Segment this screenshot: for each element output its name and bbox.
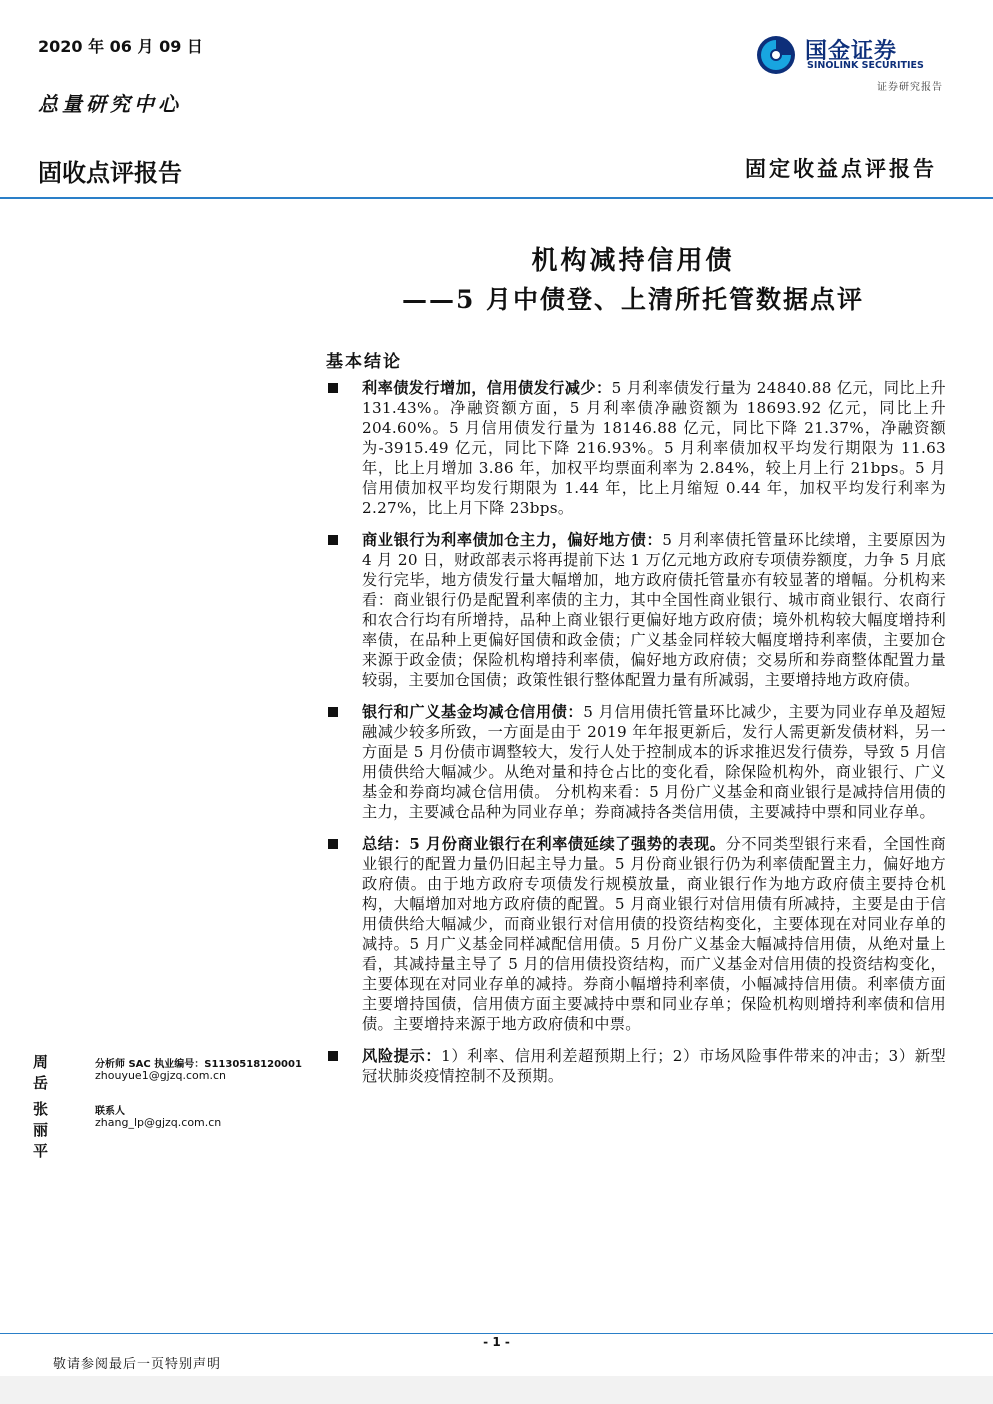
report-subtitle: ——5 月中债登、上清所托管数据点评 <box>401 285 865 314</box>
footer-divider <box>0 1333 993 1334</box>
conclusion-item <box>326 378 946 518</box>
department-name: 总量研究中心 <box>38 92 182 116</box>
analyst-role: 分析师 SAC 执业编号：S1130518120001 <box>95 1059 302 1070</box>
logo-name-en: SINOLINK SECURITIES <box>807 60 924 71</box>
report-title: 机构减持信用债 <box>531 246 735 276</box>
report-type-label: 固收点评报告 <box>38 159 182 187</box>
conclusion-text: 5 月利率债发行量为 24840.88 亿元，同比上升 131.43%。净融资额方面，5 月利率债净融资额为 18693.92 亿元，同比上升 204.60%。5 月信用债发行量为 18146.88 亿元，同比下降 21.37%，净融资额为-3915.49 亿元，同比下降 216.93%。5 月利率债加权平均发行期限为 11.63 年，比上月增加 3.86 年，加权平均票面利率为 2.84%，较上月上行 21bps。5 月信用债加权平均发行期限为 1.44 年，比上月缩短 0.44 年，加权平均发行利率为 2.27%，比上月下降 23bps。 <box>362 379 946 517</box>
conclusion-heading: 商业银行为利率债加仓主力，偏好地方债： <box>362 531 663 549</box>
conclusion-text: 5 月信用债托管量环比减少，主要为同业存单及超短融减少较多所致，一方面是由于 2019 年年报更新后，发行人需更新发债材料，另一方面是 5 月份债市调整较大，发行人处于控制成本的诉求推迟发行债券，导致 5 月信用债供给大幅减少。从绝对量和持仓占比的变化看，除保险机构外，商业银行、广义基金和券商均减仓信用债。 分机构来看：5 月份广义基金和商业银行是减持信用债的主力，主要减仓品种为同业存单；券商减持各类信用债，主要减持中票和同业存单。 <box>362 703 946 821</box>
conclusion-heading: 利率债发行增加，信用债发行减少： <box>362 379 612 397</box>
header-divider <box>0 197 993 199</box>
page-number: - 1 - <box>483 1335 510 1349</box>
square-bullet-icon <box>328 839 338 849</box>
conclusion-item <box>326 1046 946 1086</box>
company-logo <box>755 32 945 92</box>
square-bullet-icon <box>328 383 338 393</box>
logo-name-cn: 国金证券 <box>805 39 898 64</box>
analyst-name: 周岳 <box>33 1053 51 1092</box>
company-logo-icon <box>755 34 797 76</box>
conclusion-heading: 总结：5 月份商业银行在利率债延续了强势的表现。 <box>362 835 726 853</box>
analyst-email: zhouyue1@gjzq.com.cn <box>95 1069 226 1082</box>
conclusion-heading: 银行和广义基金均减仓信用债： <box>362 703 584 721</box>
square-bullet-icon <box>328 1051 338 1061</box>
conclusion-text: 分不同类型银行来看，全国性商业银行的配置力量仍旧起主导力量。5 月份商业银行仍为利率债配置主力，偏好地方政府债。由于地方政府专项债发行规模放量，商业银行作为地方政府债主要持仓机构，大幅增加对地方政府债的配置。5 月商业银行对信用债有所减持，主要是由于信用债供给大幅减少，而商业银行对信用债的投资结构变化，主要体现在对同业存单的减持。5 月广义基金同样减配信用债。5 月份广义基金大幅减持信用债，从绝对量上看，其减持量主导了 5 月的信用债投资结构，而广义基金对信用债的投资结构变化，主要体现在对同业存单的减持。券商小幅增持利率债，小幅减持信用债。利率债方面主要增持国债，信用债方面主要减持中票和同业存单；保险机构则增持利率债和信用债。主要增持来源于地方政府债和中票。 <box>362 835 946 1033</box>
conclusion-item <box>326 702 946 822</box>
report-date: 2020 年 06 月 09 日 <box>38 37 203 56</box>
risk-heading: 风险提示： <box>362 1047 442 1065</box>
analyst-email: zhang_lp@gjzq.com.cn <box>95 1116 222 1129</box>
report-category-label: 固定收益点评报告 <box>745 156 937 181</box>
square-bullet-icon <box>328 707 338 717</box>
conclusion-list <box>326 378 946 1098</box>
analyst-role: 联系人 <box>95 1106 125 1117</box>
analyst-name: 张丽平 <box>33 1100 51 1160</box>
square-bullet-icon <box>328 535 338 545</box>
section-heading: 基本结论 <box>326 352 402 372</box>
conclusion-item <box>326 530 946 690</box>
conclusion-item <box>326 834 946 1034</box>
risk-text: 1）利率、信用利差超预期上行；2）市场风险事件带来的冲击；3）新型冠状肺炎疫情控制不及预期。 <box>362 1047 947 1085</box>
conclusion-text: 5 月利率债托管量环比续增，主要原因为 4 月 20 日，财政部表示将再提前下达 1 万亿元地方政府专项债券额度，力争 5 月底发行完毕，地方债发行量大幅增加，地方政府债托管量亦有较显著的增幅。分机构来看：商业银行仍是配置利率债的主力，其中全国性商业银行、城市商业银行、农商行和农合行均有所增持，品种上商业银行更偏好地方政府债；境外机构较大幅度增持利率债，在品种上更偏好国债和政金债；广义基金同样较大幅度增持利率债，主要加仓来源于政金债；保险机构增持利率债，偏好地方政府债；交易所和券商整体配置力量较弱，主要加仓国债；政策性银行整体配置力量有所减弱，主要增持地方政府债。 <box>362 531 946 689</box>
disclaimer-text: 敬请参阅最后一页特别声明 <box>53 1357 222 1372</box>
page-bottom-band <box>0 1376 993 1404</box>
logo-subtitle: 证券研究报告 <box>877 82 943 93</box>
